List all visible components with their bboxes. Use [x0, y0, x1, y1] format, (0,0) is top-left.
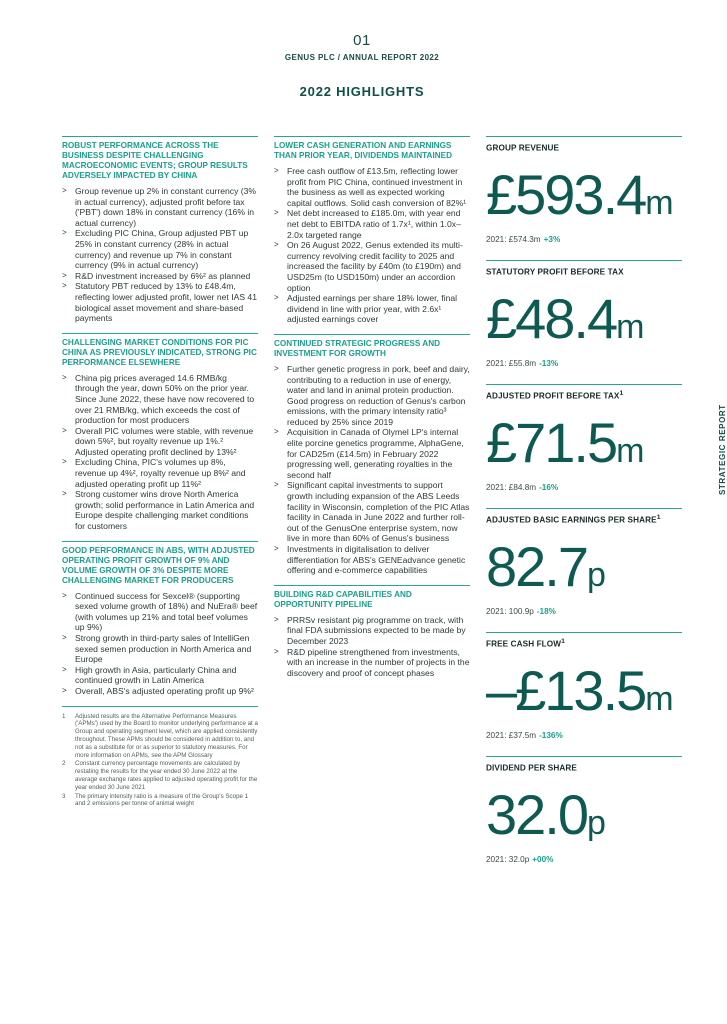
footnote-text: Adjusted results are the Alternative Performance Measures ('APMs') used by the Board to monitor underlying performance at a Group and operating segment level, which are applied consistently throughout. These APMs should be considered in addition to, and not as a substitute for or as superior to statutory measures. For more information on APMs, see the APM Glossary	[75, 712, 258, 759]
bullet-item: > China pig prices averaged 14.6 RMB/kg through the year, down 50% on the prior year. Since June 2022, these have now recovered to over 21 RMB/kg, which exceeds the cost of production for most producers	[62, 373, 258, 426]
kpi-statutory-pbt	[486, 260, 682, 384]
section-heading: BUILDING R&D CAPABILITIES AND OPPORTUNITY PIPELINE	[274, 589, 412, 609]
kpi-label: STATUTORY PROFIT BEFORE TAX	[486, 267, 624, 277]
kpi-label: ADJUSTED PROFIT BEFORE TAX$^1$	[486, 390, 624, 401]
bullet-list	[274, 166, 470, 325]
footnotes	[62, 706, 258, 809]
bullet-list	[62, 373, 258, 532]
bullet-item: > R&D pipeline strengthened from investments, with an increase in the number of projects in the discovery and proof of concept phases	[274, 647, 470, 679]
kpi-free-cash-flow	[486, 632, 682, 756]
section-heading: ROBUST PERFORMANCE ACROSS THE BUSINESS DESPITE CHALLENGING MACROECONOMIC EVENTS; GROUP RESULTS ADVERSELY IMPACTED BY CHINA	[62, 141, 248, 180]
kpi-comparison: 2021: £37.5m -136%	[486, 731, 563, 740]
kpi-adjusted-pbt	[486, 384, 682, 508]
bullet-item: > Adjusted earnings per share 18% lower, final dividend in line with prior year, with 2.6x¹ adjusted earnings cover	[274, 293, 470, 325]
left-column	[62, 136, 258, 809]
bullet-item: > Excluding PIC China, Group adjusted PBT up 25% in constant currency (28% in actual currency) and revenue up 7% in constant currency (9% in actual currency)	[62, 228, 258, 270]
kpi-delta: -16%	[539, 483, 559, 492]
footnote	[62, 713, 258, 760]
highlight-section	[62, 541, 258, 697]
highlight-section	[274, 334, 470, 576]
kpi-adjusted-eps	[486, 508, 682, 632]
side-section-label: STRATEGIC REPORT	[718, 404, 727, 495]
kpi-label: GROUP REVENUE	[486, 143, 560, 153]
kpi-comparison: 2021: £574.3m +3%	[486, 235, 561, 244]
bullet-item: > Strong growth in third-party sales of IntelliGen sexed semen production in North America and Europe	[62, 633, 258, 665]
bullet-item: > Excluding China, PIC's volumes up 8%, revenue up 4%², royalty revenue up 8%² and adjusted operating profit up 11%²	[62, 457, 258, 489]
bullet-item: > R&D investment increased by 6%² as planned	[62, 271, 258, 282]
kpi-label: FREE CASH FLOW$^1$	[486, 638, 565, 649]
kpi-value: £71.5m	[486, 411, 645, 474]
kpi-value: 82.7p	[486, 535, 606, 598]
report-title: GENUS PLC / ANNUAL REPORT 2022	[284, 53, 440, 62]
footnote-number: 3	[62, 792, 66, 800]
bullet-item: > Further genetic progress in pork, beef and dairy, contributing to a reduction in use of energy, water and land in animal protein production. Good progress on reduction of Genus's carbon emissions, with the primary intensity ratio³ reduced by 25% since 2019	[274, 364, 470, 428]
bullet-item: > Strong customer wins drove North America growth; solid performance in Latin America and Europe despite challenging market conditions for customers	[62, 489, 258, 531]
footnote-text: The primary intensity ratio is a measure of the Group's Scope 1 and 2 emissions per tonne of animal weight	[75, 792, 249, 808]
footnote-number: 1	[62, 712, 66, 720]
bullet-item: > Overall PIC volumes were stable, with revenue down 5%², but royalty revenue up 1%.² Adjusted operating profit declined by 13%²	[62, 426, 258, 458]
bullet-item: > Investments in digitalisation to deliver differentiation for ABS's GENEadvance genetic offering and e-commerce capabilities	[274, 544, 470, 576]
kpi-group-revenue	[486, 136, 682, 260]
kpi-value: £593.4m	[486, 163, 674, 226]
bullet-item: > Group revenue up 2% in constant currency (3% in actual currency), adjusted profit before tax ('PBT') down 18% in constant currency (16% in actual currency)	[62, 186, 258, 228]
kpi-delta: -136%	[539, 731, 563, 740]
bullet-item: > Overall, ABS's adjusted operating profit up 9%²	[62, 686, 258, 697]
page-title: 2022 HIGHLIGHTS	[299, 84, 425, 99]
highlight-section	[274, 585, 470, 679]
highlight-section	[62, 333, 258, 532]
kpi-label: ADJUSTED BASIC EARNINGS PER SHARE$^1$	[486, 514, 661, 525]
kpi-comparison: 2021: £55.8m -13%	[486, 359, 559, 368]
bullet-item: > Net debt increased to £185.0m, with year end net debt to EBITDA ratio of 1.7x¹, within 1.0x–2.0x targeted range	[274, 208, 470, 240]
bullet-list	[62, 591, 258, 697]
footnote-text: Constant currency percentage movements are calculated by restating the results for the year ended 30 June 2022 at the average exchange rates applied to adjusted operating profit for the year ended 30 June 2021	[75, 760, 258, 791]
bullet-item: > Continued success for Sexcel® (supporting sexed volume growth of 18%) and NuEra® beef (with volumes up 21% and total beef volumes up 9%)	[62, 591, 258, 633]
footnote-number: 2	[62, 760, 66, 768]
kpi-comparison: 2021: £84.8m -16%	[486, 483, 559, 492]
bullet-item: > High growth in Asia, particularly China and continued growth in Latin America	[62, 665, 258, 686]
kpi-comparison: 2021: 100.9p -18%	[486, 607, 556, 616]
section-heading: LOWER CASH GENERATION AND EARNINGS THAN PRIOR YEAR, DIVIDENDS MAINTAINED	[274, 141, 453, 160]
bullet-item: > Statutory PBT reduced by 13% to £48.4m, reflecting lower adjusted profit, lower net IAS 41 biological asset movement and share-based payments	[62, 281, 258, 323]
kpi-delta: +3%	[543, 235, 561, 244]
kpi-value: –£13.5m	[486, 659, 674, 722]
footnote	[62, 760, 258, 791]
section-heading: GOOD PERFORMANCE IN ABS, WITH ADJUSTED OPERATING PROFIT GROWTH OF 9% AND VOLUME GROWTH OF 3% DESPITE MORE CHALLENGING MARKET FOR PRODUCERS	[62, 545, 255, 585]
bullet-item: > Free cash outflow of £13.5m, reflecting lower profit from PIC China, continued investment in the business as well as expected working capital outflows. Solid cash conversion of 82%¹	[274, 166, 470, 208]
section-heading: CHALLENGING MARKET CONDITIONS FOR PIC CHINA AS PREVIOUSLY INDICATED, STRONG PIC PERFORMANCE ELSEWHERE	[62, 337, 257, 367]
bullet-list	[274, 615, 470, 679]
kpi-delta: -13%	[539, 359, 559, 368]
kpi-delta: -18%	[536, 607, 556, 616]
middle-column	[274, 136, 470, 687]
kpi-dividend-per-share	[486, 756, 682, 880]
section-heading: CONTINUED STRATEGIC PROGRESS AND INVESTMENT FOR GROWTH	[274, 338, 441, 358]
bullet-item: > Significant capital investments to support growth including expansion of the ABS Leeds facility in Wisconsin, completion of the PIC Atlas facility in Canada in June 2022 and further roll-out of the GenusOne enterprise system, now live in more than 60% of Genus's business	[274, 480, 470, 544]
bullet-item: > On 26 August 2022, Genus extended its multi-currency revolving credit facility to 2025 and increased the facility by £40m (to £190m) and USD25m (to USD150m) under an accordion option	[274, 240, 470, 293]
kpi-delta: +00%	[532, 855, 554, 864]
bullet-list	[274, 364, 470, 576]
kpi-value: £48.4m	[486, 287, 645, 350]
bullet-item: > PRRSv resistant pig programme on track, with final FDA submissions expected to be made by December 2023	[274, 615, 470, 647]
page-header	[0, 32, 724, 62]
bullet-item: > Acquisition in Canada of Olymel LP's internal elite porcine genetics programme, AlphaGene, for CAD25m (£14.5m) in February 2022 progressing well, generating royalties in the second half	[274, 427, 470, 480]
kpi-value: 32.0p	[486, 783, 606, 846]
kpi-comparison: 2021: 32.0p +00%	[486, 855, 554, 864]
page-number: 01	[353, 32, 371, 49]
highlight-section	[274, 136, 470, 325]
kpi-label: DIVIDEND PER SHARE	[486, 763, 577, 773]
bullet-list	[62, 186, 258, 324]
highlight-section	[62, 136, 258, 324]
kpi-column	[486, 136, 682, 880]
footnote	[62, 793, 258, 809]
